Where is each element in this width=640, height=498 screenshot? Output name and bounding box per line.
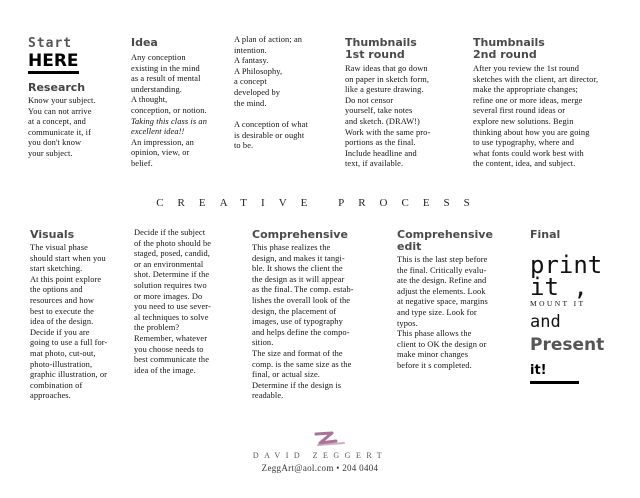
- comprehensive-heading: Comprehensive: [252, 228, 348, 241]
- thumbnails-1st-text: Raw ideas that go down on paper in sketch form, like a gesture drawing. Do not censor yourself, take notes and sketch. (DRAW!) Work with the same pro- portions as the final. Include headline and text, if available.: [345, 64, 431, 169]
- final-it-bang: it!: [530, 363, 547, 378]
- idea-italic-note: Taking this class is an excellent idea!!: [131, 116, 207, 137]
- visuals-heading: Visuals: [30, 228, 75, 241]
- research-text: Know your subject. You can not arrive at a concept, and communicate it, if you don't know your subject.: [28, 96, 96, 158]
- comprehensive-edit-block: [397, 229, 517, 372]
- plan-text-2: A conception of what is desirable or ought to be.: [234, 120, 308, 151]
- final-underline-rule: [530, 381, 579, 384]
- decide-text: Decide if the subject of the photo should be staged, posed, candid, or an environmental shot. Determine if the solution requires two or more images. Do you need to use sever- al techniques to solve the problem? Remember, whatever you choose needs to best communicate the idea of the image.: [134, 228, 212, 375]
- here-label: HERE: [28, 52, 79, 74]
- signature-contact: ZeggArt@aol.com • 204 0404: [261, 463, 379, 473]
- plan-block: [234, 35, 334, 152]
- research-heading: Research: [28, 81, 86, 94]
- idea-text-2: An impression, an opinion, view, or belief.: [131, 137, 194, 168]
- zeggert-logo-mark: [312, 429, 348, 451]
- final-block: [530, 229, 630, 384]
- idea-heading: Idea: [131, 36, 158, 49]
- idea-block: [131, 37, 226, 170]
- thumbnails-2nd-block: [473, 37, 638, 170]
- decide-block: [134, 228, 246, 376]
- thumbnails-2nd-heading: Thumbnails 2nd round: [473, 36, 545, 61]
- comprehensive-edit-text: This is the last step before the final. Critically evalu- ate the design. Refine and adjust the elements. Look at negative space, margins and type size. Look for typos. This phase allows the client to OK the design or make minor changes before it s completed.: [397, 255, 488, 370]
- final-and: and: [530, 312, 561, 332]
- creative-process-banner: CREATIVE PROCESS: [156, 197, 484, 209]
- start-label: Start: [28, 36, 73, 51]
- final-present: Present: [530, 335, 605, 355]
- final-it: it ,: [530, 273, 588, 301]
- final-print: print: [530, 251, 603, 279]
- visuals-text: The visual phase should start when you start sketching. At this point explore the options and resources and how best to execute the idea of the design. Decide if you are going to use a full for- mat photo, cut-out, photo-illustration, graphic illustration, or combination of approaches.: [30, 243, 108, 401]
- thumbnails-1st-heading: Thumbnails 1st round: [345, 36, 417, 61]
- plan-text-1: A plan of action; an intention. A fantasy. A Philosophy, a concept developed by the mind.: [234, 35, 303, 108]
- thumbnails-2nd-text: After you review the 1st round sketches with the client, art director, make the appropriate changes; refine one or more ideas, merge several first round ideas or explore new solutions. Begin thinking about how you are going to use typography, where and what fonts could work best with the content, idea, and subject.: [473, 64, 599, 169]
- visuals-block: [30, 229, 130, 402]
- comprehensive-text: This phase realizes the design, and makes it tangi- ble. It shows the client the the design as it will appear as the final. The comp. estab- lishes the overall look of the design, the placement of images, use of typography and helps define the compo- sition. The size and format of the comp. is the same size as the final, or actual size. Determine if the design is readable.: [252, 243, 354, 401]
- comprehensive-block: [252, 229, 384, 402]
- idea-text-1: Any conception existing in the mind as a result of mental understanding. A thought, conception, or notion.: [131, 53, 207, 115]
- signature-name: DAVID ZEGGERT: [252, 451, 388, 460]
- final-mount-it: MOUNT IT: [530, 299, 586, 308]
- thumbnails-1st-block: [345, 37, 465, 170]
- start-here-block: [28, 36, 118, 160]
- comprehensive-edit-heading: Comprehensive edit: [397, 228, 493, 253]
- final-heading: Final: [530, 228, 561, 241]
